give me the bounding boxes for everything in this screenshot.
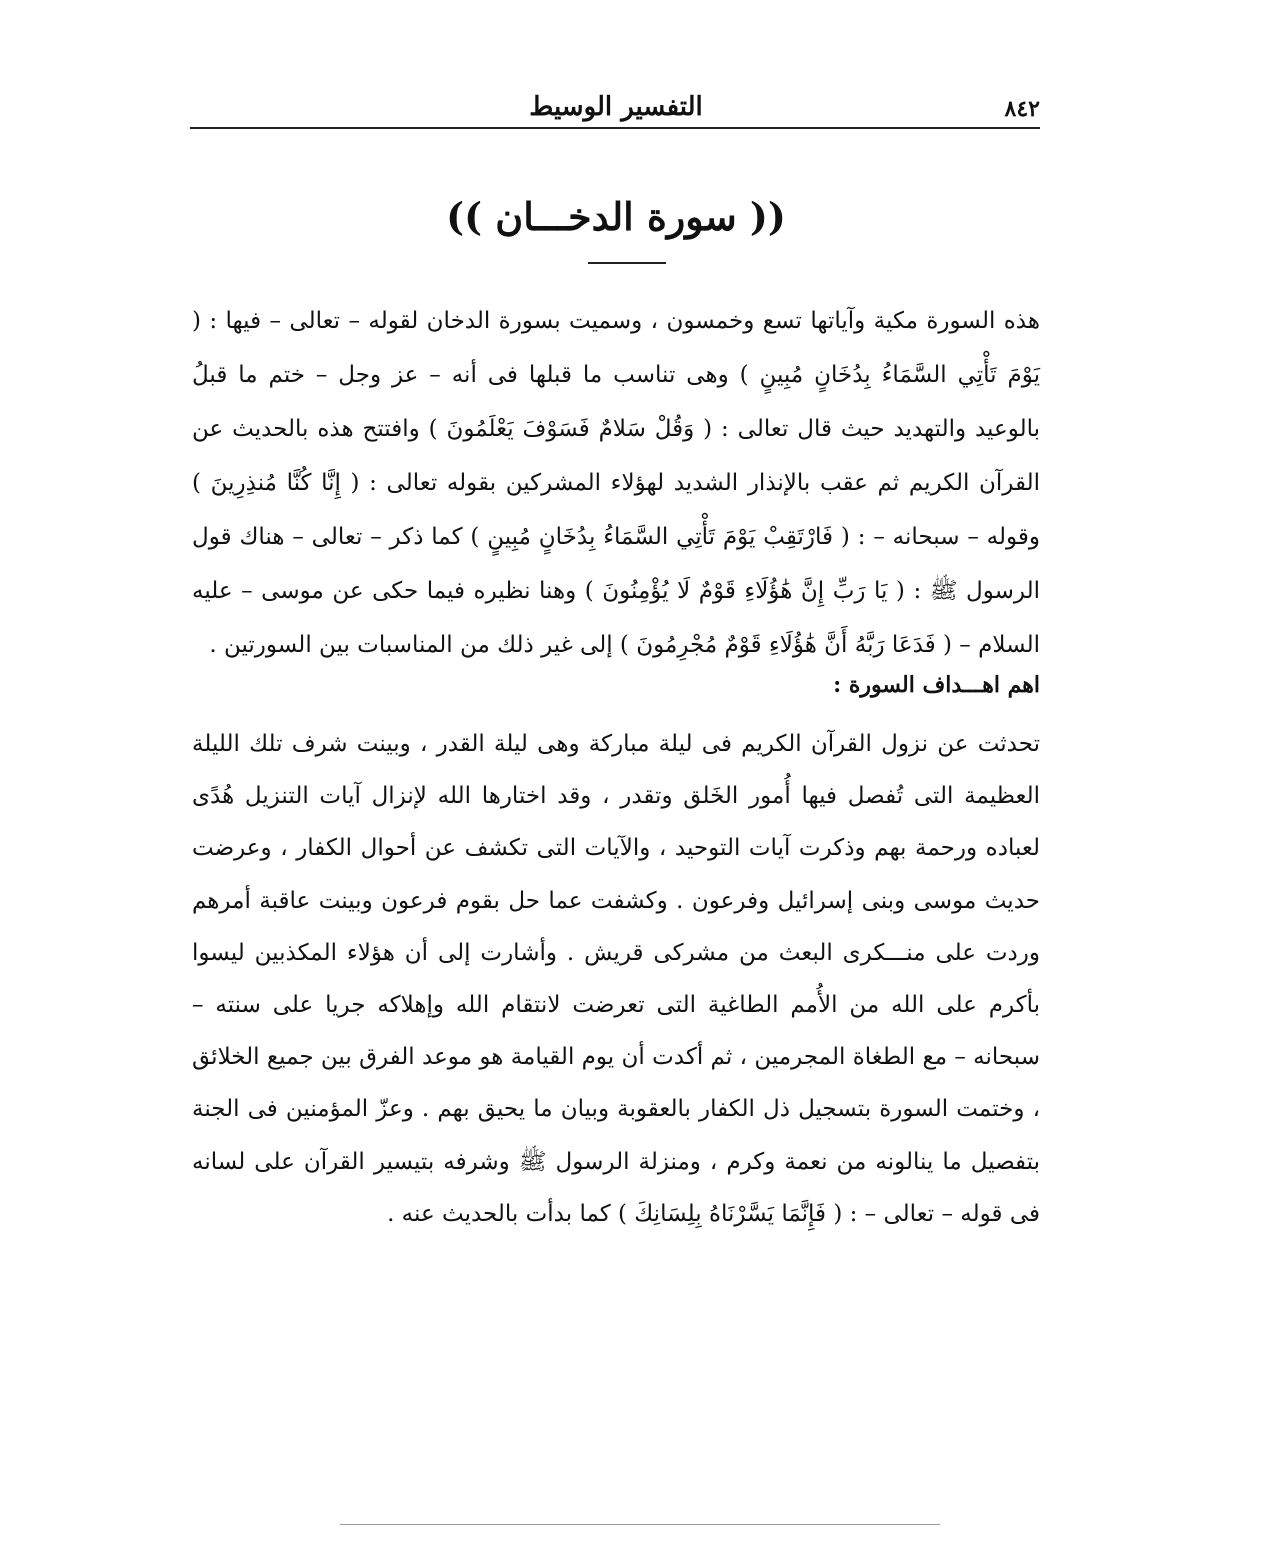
running-title: التفسير الوسيط [529, 92, 703, 122]
page-number: ٨٤٢ [1004, 96, 1040, 122]
objectives-paragraph: تحدثت عن نزول القرآن الكريم فى ليلة مباركة وهى ليلة القدر ، وبينت شرف تلك الليلة العظيمة التى تُفصل فيها أُمور الخَلق وتقدر ، وقد اختارها الله لإنزال آيات التنزيل هُدًى لعباده ورحمة بهم وذكرت آيات التوحيد ، والآيات التى تكشف عن أحوال الكفار ، وعرضت حديث موسى وبنى إسرائيل وفرعون . وكشفت عما حل بقوم فرعون وبينت عاقبة أمرهم وردت على منـــكرى البعث من مشركى قريش . وأشارت إلى أن هؤلاء المكذبين ليسوا بأكرم على الله من الأُمم الطاغية التى تعرضت لانتقام الله وإهلاكه جريا على سنته – سبحانه – مع الطغاة المجرمين ، ثم أكدت أن يوم القيامة هو موعد الفرق بين جميع الخلائق ، وختمت السورة بتسجيل ذل الكفار بالعقوبة وبيان ما يحيق بهم . وعزّ المؤمنين فى الجنة بتفصيل ما ينالونه من نعمة وكرم ، ومنزلة الرسول ﷺ وشرفه بتيسير القرآن على لسانه فى قوله – تعالى – : ( فَإِنَّمَا يَسَّرْنَاهُ بِلِسَانِكَ ) كما بدأت بالحديث عنه . [192, 731, 1040, 1227]
objectives-section [192, 718, 1040, 1240]
page-header [192, 92, 1040, 128]
intro-section [192, 294, 1040, 672]
surah-title: (( سورة الدخـــان )) [446, 194, 786, 239]
title-rule [588, 262, 666, 264]
intro-paragraph: هذه السورة مكية وآياتها تسع وخمسون ، وسميت بسورة الدخان لقوله – تعالى – فيها : ( يَوْمَ تَأْتِي السَّمَاءُ بِدُخَانٍ مُبِينٍ ) وهى تناسب ما قبلها فى أنه – عز وجل – ختم ما قبلُ بالوعيد والتهديد حيث قال تعالى : ( وَقُلْ سَلامٌ فَسَوْفَ يَعْلَمُونَ ) وافتتح هذه بالحديث عن القرآن الكريم ثم عقب بالإنذار الشديد لهؤلاء المشركين بقوله تعالى : ( إِنَّا كُنَّا مُنذِرِينَ ) وقوله – سبحانه – : ( فَارْتَقِبْ يَوْمَ تَأْتِي السَّمَاءُ بِدُخَانٍ مُبِينٍ ) كما ذكر – تعالى – هناك قول الرسول ﷺ : ( يَا رَبِّ إِنَّ هَٰؤُلَاءِ قَوْمٌ لَا يُؤْمِنُونَ ) وهنا نظيره فيما حكى عن موسى – عليه السلام – ( فَدَعَا رَبَّهُ أَنَّ هَٰؤُلَاءِ قَوْمٌ مُجْرِمُونَ ) إلى غير ذلك من المناسبات بين السورتين . [192, 308, 1040, 658]
footer-rule [340, 1524, 940, 1525]
objectives-heading: اهم اهـــداف السورة : [833, 672, 1040, 698]
header-rule [190, 127, 1040, 129]
